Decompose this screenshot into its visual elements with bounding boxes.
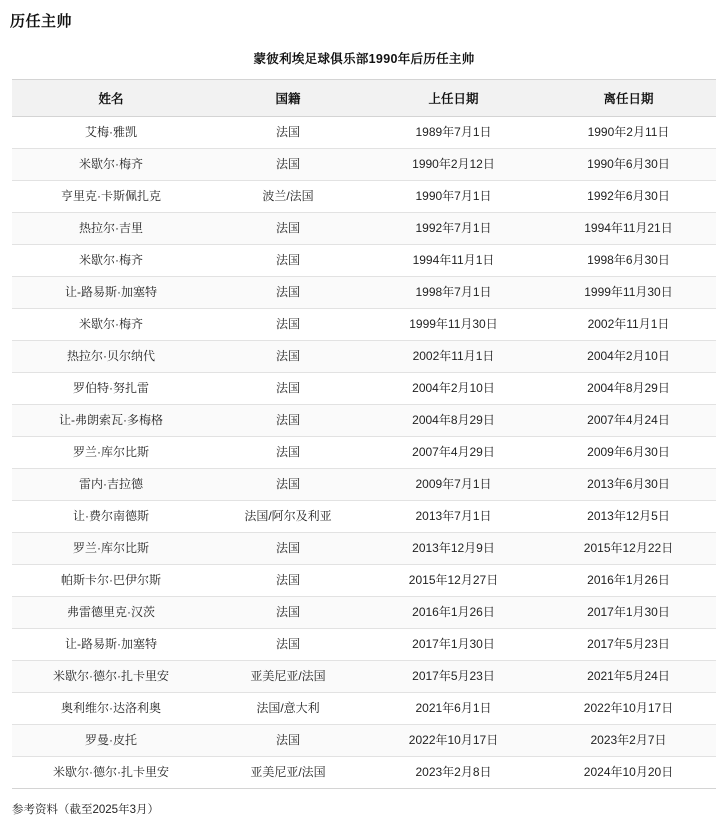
table-row — [12, 373, 716, 405]
manager-name: 热拉尔·吉里 — [12, 213, 210, 245]
manager-name: 亨里克·卡斯佩扎克 — [12, 181, 210, 213]
table-row — [12, 757, 716, 789]
manager-end-date: 1998年6月30日 — [541, 245, 716, 277]
manager-nationality: 法国 — [210, 597, 366, 629]
table-header — [12, 80, 716, 117]
table-row — [12, 629, 716, 661]
manager-end-date: 1994年11月21日 — [541, 213, 716, 245]
table-container — [0, 35, 728, 789]
managers-table — [12, 35, 716, 789]
manager-name: 米歇尔·梅齐 — [12, 149, 210, 181]
manager-name: 米歇尔·梅齐 — [12, 245, 210, 277]
manager-nationality: 法国 — [210, 277, 366, 309]
table-row — [12, 149, 716, 181]
manager-start-date: 1998年7月1日 — [366, 277, 541, 309]
manager-start-date: 2022年10月17日 — [366, 725, 541, 757]
manager-nationality: 法国 — [210, 437, 366, 469]
manager-start-date: 2013年7月1日 — [366, 501, 541, 533]
manager-end-date: 2015年12月22日 — [541, 533, 716, 565]
manager-nationality: 法国 — [210, 533, 366, 565]
manager-end-date: 2004年8月29日 — [541, 373, 716, 405]
column-header-start-date: 上任日期 — [366, 80, 541, 117]
manager-start-date: 2004年2月10日 — [366, 373, 541, 405]
column-header-end-date: 离任日期 — [541, 80, 716, 117]
manager-name: 让-路易斯·加塞特 — [12, 629, 210, 661]
manager-name: 艾梅·雅凯 — [12, 117, 210, 149]
manager-end-date: 2017年1月30日 — [541, 597, 716, 629]
manager-nationality: 法国/阿尔及利亚 — [210, 501, 366, 533]
table-row — [12, 117, 716, 149]
manager-nationality: 法国 — [210, 469, 366, 501]
manager-start-date: 2015年12月27日 — [366, 565, 541, 597]
manager-name: 奥利维尔·达洛利奥 — [12, 693, 210, 725]
manager-nationality: 法国 — [210, 117, 366, 149]
page-title: 历任主帅 — [10, 13, 73, 30]
manager-start-date: 2017年1月30日 — [366, 629, 541, 661]
table-row — [12, 309, 716, 341]
manager-end-date: 2017年5月23日 — [541, 629, 716, 661]
manager-nationality: 亚美尼亚/法国 — [210, 661, 366, 693]
table-caption: 蒙彼利埃足球俱乐部1990年后历任主帅 — [253, 52, 475, 66]
manager-name: 弗雷德里克·汉茨 — [12, 597, 210, 629]
manager-name: 罗兰·库尔比斯 — [12, 533, 210, 565]
manager-name: 让-弗朗索瓦·多梅格 — [12, 405, 210, 437]
manager-start-date: 1990年2月12日 — [366, 149, 541, 181]
manager-nationality: 法国 — [210, 245, 366, 277]
table-row — [12, 501, 716, 533]
manager-nationality: 法国 — [210, 213, 366, 245]
manager-end-date: 2022年10月17日 — [541, 693, 716, 725]
manager-start-date: 1989年7月1日 — [366, 117, 541, 149]
table-row — [12, 213, 716, 245]
manager-end-date: 2002年11月1日 — [541, 309, 716, 341]
manager-start-date: 2017年5月23日 — [366, 661, 541, 693]
manager-end-date: 1999年11月30日 — [541, 277, 716, 309]
manager-name: 米歇尔·德尔·扎卡里安 — [12, 757, 210, 789]
manager-name: 帕斯卡尔·巴伊尔斯 — [12, 565, 210, 597]
table-header-row — [12, 80, 716, 117]
manager-end-date: 2013年6月30日 — [541, 469, 716, 501]
table-row — [12, 725, 716, 757]
manager-name: 雷内·吉拉德 — [12, 469, 210, 501]
table-row — [12, 565, 716, 597]
manager-nationality: 法国 — [210, 373, 366, 405]
manager-end-date: 1990年6月30日 — [541, 149, 716, 181]
manager-nationality: 法国 — [210, 341, 366, 373]
manager-end-date: 2004年2月10日 — [541, 341, 716, 373]
manager-nationality: 亚美尼亚/法国 — [210, 757, 366, 789]
table-row — [12, 693, 716, 725]
manager-nationality: 法国/意大利 — [210, 693, 366, 725]
manager-start-date: 2023年2月8日 — [366, 757, 541, 789]
manager-name: 让·费尔南德斯 — [12, 501, 210, 533]
manager-start-date: 1990年7月1日 — [366, 181, 541, 213]
manager-nationality: 法国 — [210, 629, 366, 661]
manager-start-date: 2007年4月29日 — [366, 437, 541, 469]
manager-end-date: 2009年6月30日 — [541, 437, 716, 469]
manager-end-date: 1990年2月11日 — [541, 117, 716, 149]
table-row — [12, 661, 716, 693]
table-row — [12, 405, 716, 437]
manager-start-date: 1992年7月1日 — [366, 213, 541, 245]
manager-nationality: 法国 — [210, 149, 366, 181]
manager-name: 让-路易斯·加塞特 — [12, 277, 210, 309]
manager-start-date: 1999年11月30日 — [366, 309, 541, 341]
manager-nationality: 法国 — [210, 725, 366, 757]
manager-name: 罗兰·库尔比斯 — [12, 437, 210, 469]
manager-start-date: 2004年8月29日 — [366, 405, 541, 437]
table-row — [12, 597, 716, 629]
manager-end-date: 2013年12月5日 — [541, 501, 716, 533]
manager-start-date: 2016年1月26日 — [366, 597, 541, 629]
manager-name: 米歇尔·梅齐 — [12, 309, 210, 341]
manager-start-date: 2002年11月1日 — [366, 341, 541, 373]
table-row — [12, 533, 716, 565]
manager-start-date: 1994年11月1日 — [366, 245, 541, 277]
table-row — [12, 277, 716, 309]
manager-start-date: 2013年12月9日 — [366, 533, 541, 565]
manager-start-date: 2021年6月1日 — [366, 693, 541, 725]
manager-nationality: 法国 — [210, 309, 366, 341]
manager-name: 米歇尔·德尔·扎卡里安 — [12, 661, 210, 693]
manager-name: 罗伯特·努扎雷 — [12, 373, 210, 405]
manager-nationality: 法国 — [210, 565, 366, 597]
manager-nationality: 波兰/法国 — [210, 181, 366, 213]
manager-name: 罗曼·皮托 — [12, 725, 210, 757]
manager-end-date: 1992年6月30日 — [541, 181, 716, 213]
table-row — [12, 469, 716, 501]
table-row — [12, 341, 716, 373]
manager-end-date: 2023年2月7日 — [541, 725, 716, 757]
footnote: 参考资料（截至2025年3月） — [12, 804, 159, 816]
column-header-name: 姓名 — [12, 80, 210, 117]
manager-name: 热拉尔·贝尔纳代 — [12, 341, 210, 373]
manager-end-date: 2024年10月20日 — [541, 757, 716, 789]
table-row — [12, 181, 716, 213]
manager-start-date: 2009年7月1日 — [366, 469, 541, 501]
manager-end-date: 2021年5月24日 — [541, 661, 716, 693]
table-body — [12, 117, 716, 789]
manager-end-date: 2016年1月26日 — [541, 565, 716, 597]
manager-nationality: 法国 — [210, 405, 366, 437]
table-row — [12, 437, 716, 469]
column-header-nationality: 国籍 — [210, 80, 366, 117]
table-row — [12, 245, 716, 277]
manager-end-date: 2007年4月24日 — [541, 405, 716, 437]
